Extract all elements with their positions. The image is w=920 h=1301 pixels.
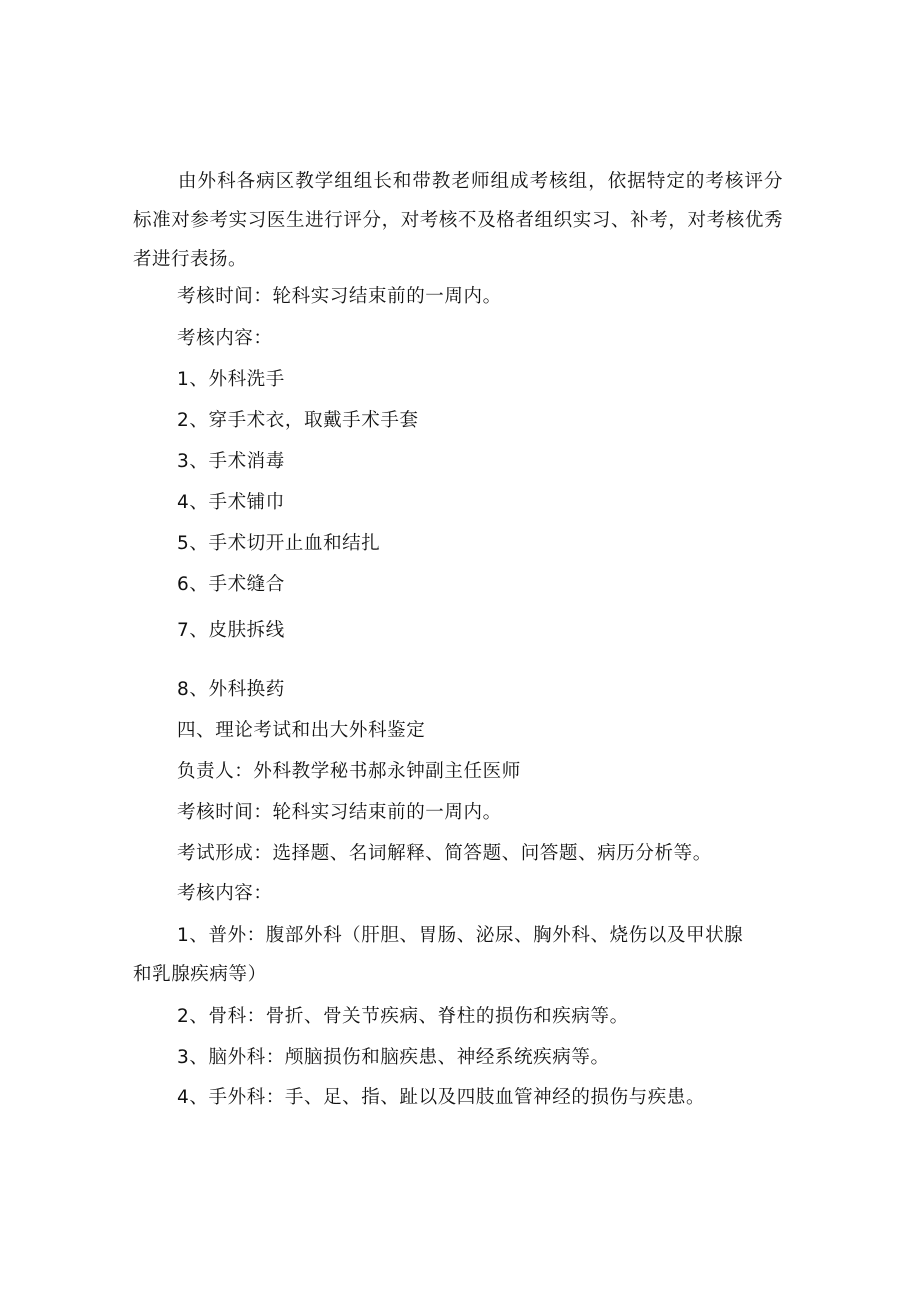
theory-item-2: 2、骨科：骨折、骨关节疾病、脊柱的损伤和疾病等。 [177,1006,629,1027]
section-heading: 四、理论考试和出大外科鉴定 [177,720,426,741]
intro-paragraph: 由外科各病区教学组组长和带教老师组成考核组，依据特定的考核评分标准对参考实习医生进行评分，对考核不及格者组织实习、补考，对考核优秀者进行表扬。 [133,171,783,270]
skill-item-2: 2、穿手术衣，取戴手术手套 [177,410,419,431]
theory-item-3: 3、脑外科：颅脑损伤和脑疾患、神经系统疾病等。 [177,1047,610,1068]
theory-item-4: 4、手外科：手、足、指、趾以及四肢血管神经的损伤与疾患。 [177,1087,706,1108]
skill-item-3: 3、手术消毒 [177,451,285,472]
responsible-person: 负责人：外科教学秘书郝永钟副主任医师 [177,761,521,782]
skill-item-7: 7、皮肤拆线 [177,620,285,641]
skill-item-4: 4、手术铺巾 [177,492,285,513]
theory-item-1-continued: 和乳腺疾病等） [133,964,267,985]
skill-item-8: 8、外科换药 [177,679,285,700]
skill-item-1: 1、外科洗手 [177,369,285,390]
theory-item-1: 1、普外：腹部外科（肝胆、胃肠、泌尿、胸外科、烧伤以及甲状腺 [177,925,744,946]
skill-item-6: 6、手术缝合 [177,574,285,595]
content-heading-1: 考核内容： [177,328,273,349]
content-heading-2: 考核内容： [177,883,273,904]
exam-form: 考试形成：选择题、名词解释、简答题、问答题、病历分析等。 [177,843,712,864]
exam-time-1: 考核时间：轮科实习结束前的一周内。 [177,286,502,307]
exam-time-2: 考核时间：轮科实习结束前的一周内。 [177,802,502,823]
skill-item-5: 5、手术切开止血和结扎 [177,533,381,554]
